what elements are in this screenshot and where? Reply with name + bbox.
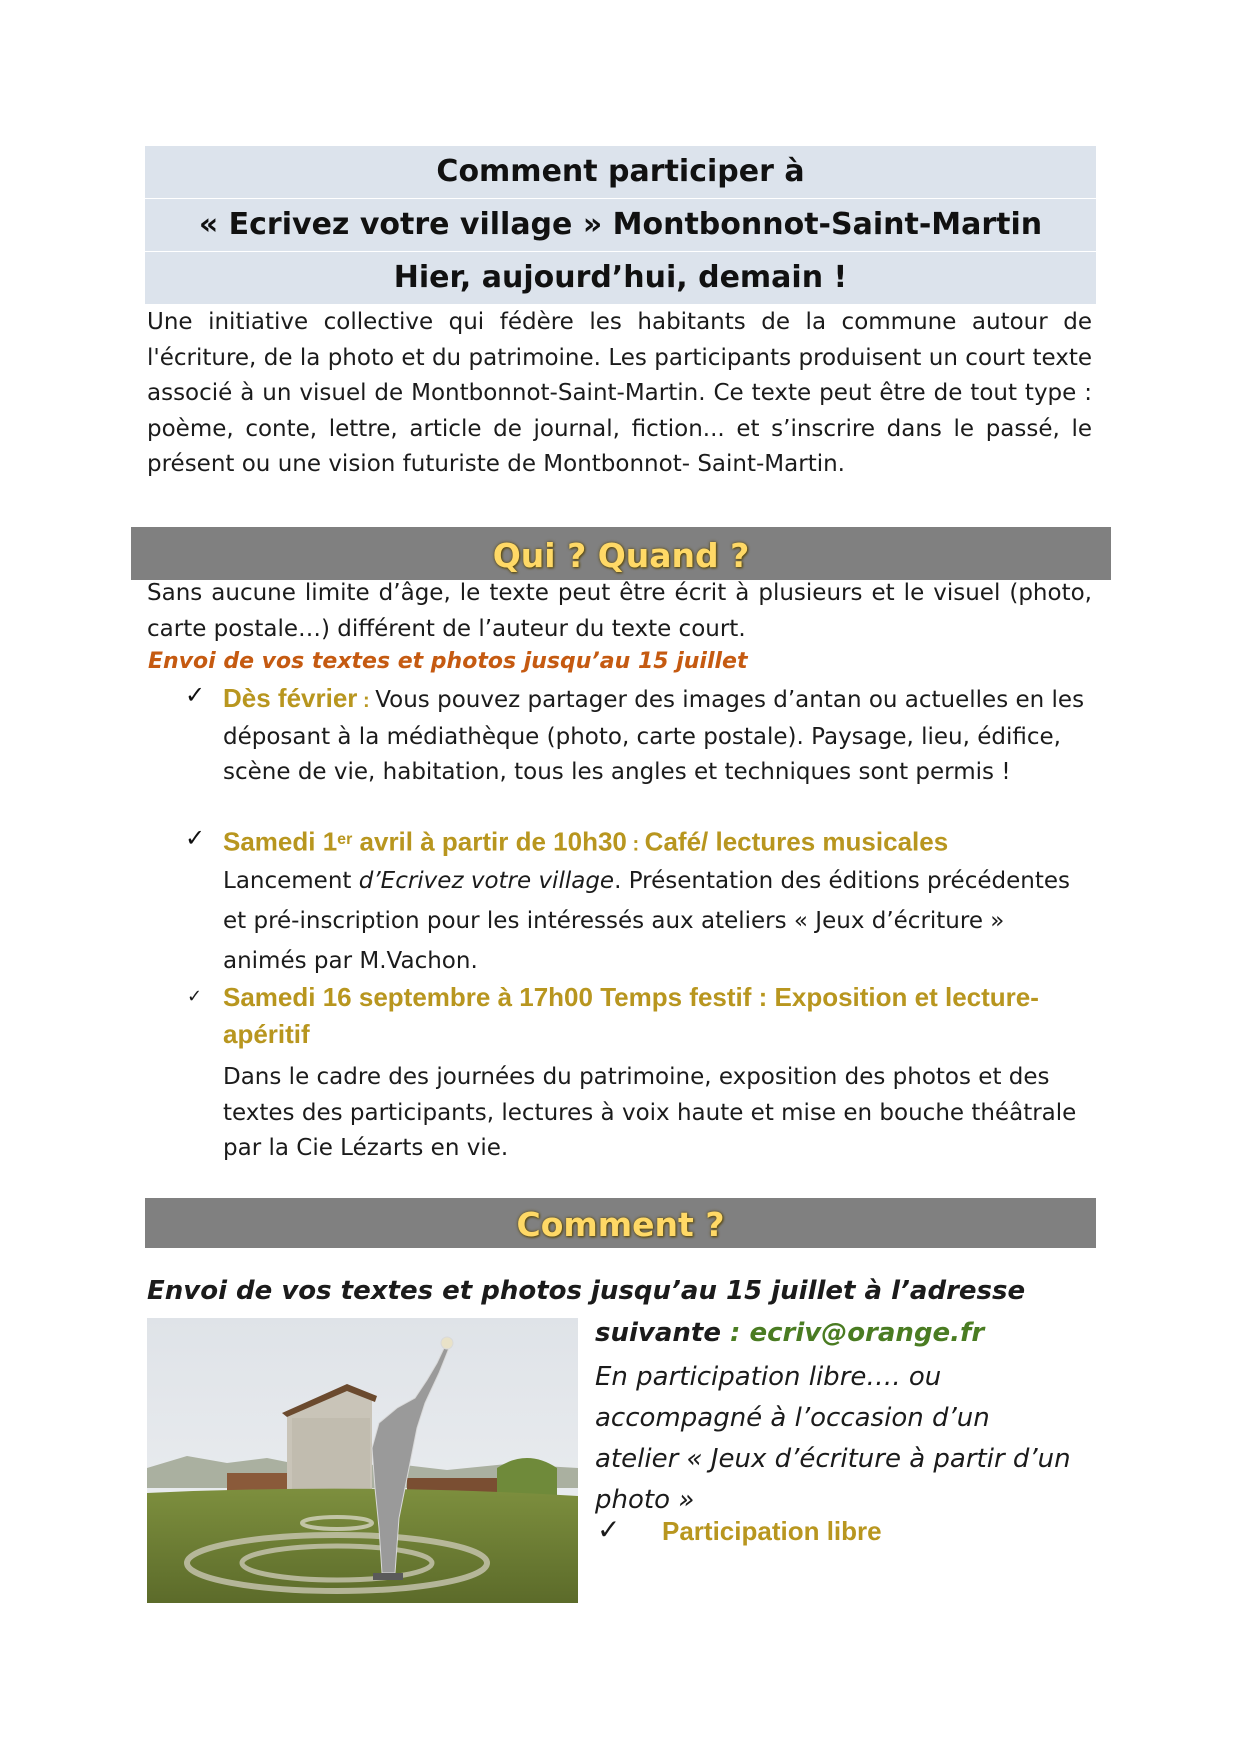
checkmark-icon: ✓ bbox=[597, 1513, 621, 1546]
section-banner-comment: Comment ? bbox=[145, 1198, 1096, 1248]
qui-quand-text: Sans aucune limite d’âge, le texte peut être écrit à plusieurs et le visuel (photo, carte postale…) différent de l’auteur du texte court. bbox=[147, 580, 1092, 642]
item-body-continued: . Présentation des éditions précédentes et pré-inscription pour les intéressés aux ateliers « Jeux d’écriture » animés par M.Vachon. bbox=[223, 868, 1070, 974]
list-item-avril-heading bbox=[223, 820, 1103, 865]
checkmark-icon: ✓ bbox=[187, 986, 203, 1007]
email-address[interactable]: : ecriv@orange.fr bbox=[720, 1318, 985, 1348]
title-block bbox=[145, 146, 1096, 304]
list-item-septembre-heading: Samedi 16 septembre à 17h00 Temps festif : Exposition et lecture-apéritif bbox=[223, 982, 1039, 1049]
participation-line-1: En participation libre…. ou bbox=[595, 1362, 942, 1392]
checkmark-icon: ✓ bbox=[185, 824, 206, 852]
participation-line-2: accompagné à l’occasion d’un bbox=[595, 1403, 990, 1433]
deadline-text: Envoi de vos textes et photos jusqu’au 15 juillet bbox=[148, 649, 748, 674]
section-banner-qui-quand: Qui ? Quand ? bbox=[131, 527, 1111, 580]
participation-libre-option: Participation libre bbox=[662, 1516, 882, 1546]
envoi-address-line-1: Envoi de vos textes et photos jusqu’au 15 juillet à l’adresse bbox=[147, 1276, 1026, 1306]
item-heading-continued: avril à partir de 10h30 bbox=[352, 826, 627, 857]
envoi-suivante: suivante bbox=[595, 1318, 721, 1348]
item-body: Lancement bbox=[223, 868, 359, 894]
intro-paragraph: Une initiative collective qui fédère les habitants de la commune autour de l'écriture, de la photo et du patrimoine. Les participants produisent un court texte associé à un visuel de Montbonnot-Saint-Martin. Ce texte peut être de tout type : poème, conte, lettre, article de journal, fiction... et s’inscrire dans le passé, le présent ou une vision futuriste de Montbonnot- Saint-Martin. bbox=[147, 309, 1092, 477]
item-heading: Samedi 1 bbox=[223, 826, 338, 857]
item-separator: : bbox=[626, 833, 645, 856]
list-item-avril-body bbox=[223, 861, 1091, 981]
list-item-septembre-body: Dans le cadre des journées du patrimoine, exposition des photos et des textes des participants, lectures à voix haute et mise en bouche théâtrale par la Cie Lézarts en vie. bbox=[223, 1064, 1077, 1161]
participation-line-4: photo » bbox=[595, 1485, 695, 1515]
checkmark-icon: ✓ bbox=[185, 681, 206, 709]
item-heading: Dès février bbox=[223, 683, 358, 713]
item-heading-event: Café/ lectures musicales bbox=[644, 826, 949, 857]
item-body: Vous pouvez partager des images d’antan ou actuelles en les déposant à la médiathèque (photo, carte postale). Paysage, lieu, édifice, scène de vie, habitation, tous les angles et techniques sont permis ! bbox=[223, 687, 1085, 785]
item-separator: : bbox=[357, 690, 376, 712]
item-body-italic: d’Ecrivez votre village bbox=[358, 868, 615, 894]
list-item-fevrier bbox=[223, 681, 1093, 791]
village-photo bbox=[147, 1318, 578, 1603]
participation-text bbox=[595, 1357, 1095, 1521]
envoi-address-line-2 bbox=[595, 1318, 984, 1348]
participation-line-3: atelier « Jeux d’écriture à partir d’un bbox=[595, 1444, 1071, 1474]
item-heading-superscript: er bbox=[337, 831, 353, 848]
title-line-3: Hier, aujourd’hui, demain ! bbox=[393, 260, 848, 295]
title-line-1: Comment participer à bbox=[145, 146, 1096, 199]
title-line-2: « Ecrivez votre village » Montbonnot-Saint-Martin bbox=[145, 199, 1096, 252]
